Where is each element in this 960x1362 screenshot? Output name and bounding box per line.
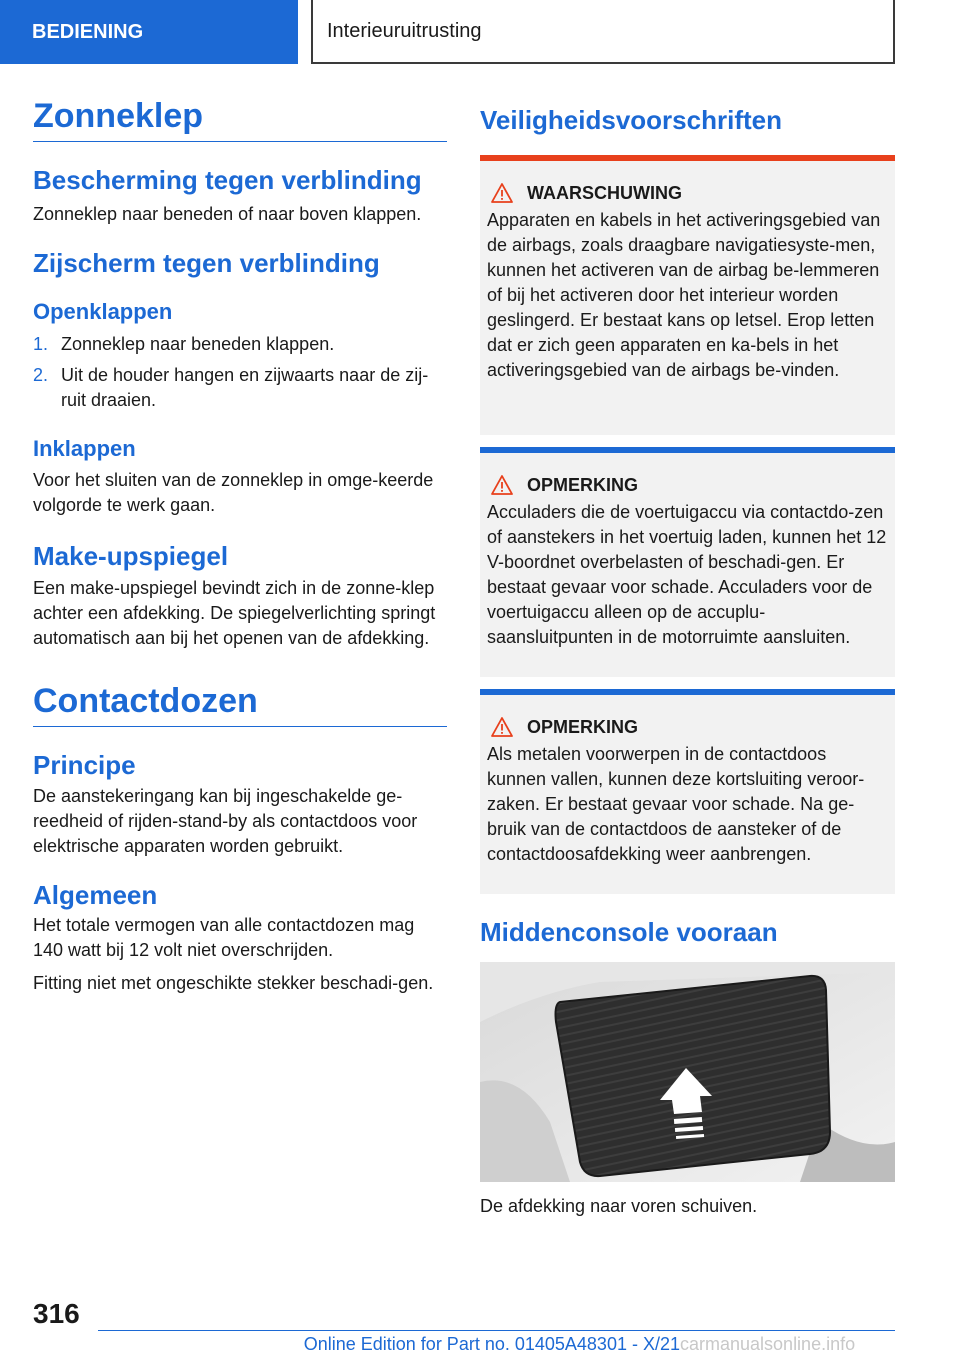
right-column (480, 96, 895, 1219)
title-contactdozen: Contactdozen (33, 682, 258, 721)
console-cover-illustration (480, 962, 895, 1182)
steps-list (33, 332, 447, 413)
text-inklappen: Voor het sluiten van de zonneklep in omge-keerde volgorde te werk gaan. (33, 469, 434, 515)
list-item (33, 332, 447, 357)
section-header (311, 0, 895, 64)
title-rule-contactdozen (33, 681, 447, 727)
heading-openklappen: Openklappen (33, 298, 173, 324)
step-number: 2. (33, 365, 49, 386)
heading-veiligheid: Veiligheidsvoorschriften (480, 105, 782, 135)
warning-triangle-icon (491, 717, 513, 737)
heading-inklappen: Inklappen (33, 436, 136, 462)
note-text-1: Acculaders die de voertuigaccu via contactdo-zen of aanstekers in het voertuig laden, kunnen het 12 V-boordnet overbelasten of beschadi-gen. Er bestaat gevaar voor schade. Acculaders voor de voertuigaccu alleen op de accuplu-saansluitpunten in de motorruimte aansluiten. (487, 501, 887, 647)
note-title-text-1: OPMERKING (527, 474, 639, 495)
note-title-2 (487, 717, 887, 738)
warning-triangle-icon (491, 183, 513, 203)
photo-caption: De afdekking naar voren schuiven. (480, 1196, 758, 1216)
heading-zijscherm: Zijscherm tegen verblinding (33, 248, 380, 279)
text-algemeen-2: Fitting niet met ongeschikte stekker beschadi-gen. (33, 973, 434, 994)
text-algemeen-1: Het totale vermogen van alle contactdozen mag 140 watt bij 12 volt niet overschrijden. (33, 915, 415, 961)
page-number: 316 (33, 1298, 80, 1329)
note-title-text-2: OPMERKING (527, 716, 639, 737)
warning-box (480, 155, 895, 435)
list-item (33, 363, 447, 413)
note-text-2: Als metalen voorwerpen in de contactdoos kunnen vallen, kunnen deze kortsluiting veroor-zaken. Er bestaat gevaar voor schade. Na ge-bruik van de contactdoos de aansteker of de contactdoosafdekking weer aanbrengen. (487, 743, 865, 864)
watermark: carmanualsonline.info (680, 1334, 856, 1354)
note-box-2 (480, 689, 895, 894)
warning-title (487, 183, 887, 204)
footer-rule (98, 1330, 895, 1331)
edition-text: Online Edition for Part no. 01405A48301 - X/21 (303, 1334, 680, 1354)
step-number: 1. (33, 334, 49, 355)
warning-text: Apparaten en kabels in het activeringsgebied van de airbags, zoals draagbare navigatiesyste-men, kunnen het activeren van de airbag be-lemmeren of bij het activeren door het interieur worden geslingerd. Er bestaat kans op letsel. Erop letten dat er zich geen apparaten en ka-bels in het activeringsgebied van de airbags be-vinden. (487, 209, 881, 380)
title-rule-zonneklep (33, 96, 447, 142)
step-text: Uit de houder hangen en zijwaarts naar de zij-ruit draaien. (61, 365, 429, 411)
title-zonneklep: Zonneklep (33, 97, 204, 135)
text-principe: De aanstekeringang kan bij ingeschakelde ge-reedheid of rijden-stand-by als contactdoos voor elektrische apparaten worden gebruikt. (33, 785, 418, 856)
heading-principe: Principe (33, 750, 136, 781)
chapter-tab (0, 0, 298, 64)
note-title-1 (487, 475, 887, 496)
text-makeup: Een make-upspiegel bevindt zich in de zonne-klep achter een afdekking. De spiegelverlichting springt automatisch aan bij het openen van de afdekking. (33, 578, 436, 649)
warning-title-text: WAARSCHUWING (527, 182, 682, 203)
heading-middenconsole: Middenconsole vooraan (480, 916, 778, 947)
left-column (33, 96, 447, 996)
note-box-1 (480, 447, 895, 677)
center-console-photo (480, 962, 895, 1182)
text-bescherming: Zonneklep naar beneden of naar boven klappen. (33, 204, 422, 225)
warning-triangle-icon (491, 475, 513, 495)
chapter-label: BEDIENING (32, 20, 144, 43)
step-text: Zonneklep naar beneden klappen. (61, 334, 335, 355)
section-label: Interieuruitrusting (327, 19, 482, 42)
heading-bescherming: Bescherming tegen verblinding (33, 164, 422, 195)
heading-makeup: Make-upspiegel (33, 540, 229, 571)
heading-algemeen: Algemeen (33, 879, 158, 910)
